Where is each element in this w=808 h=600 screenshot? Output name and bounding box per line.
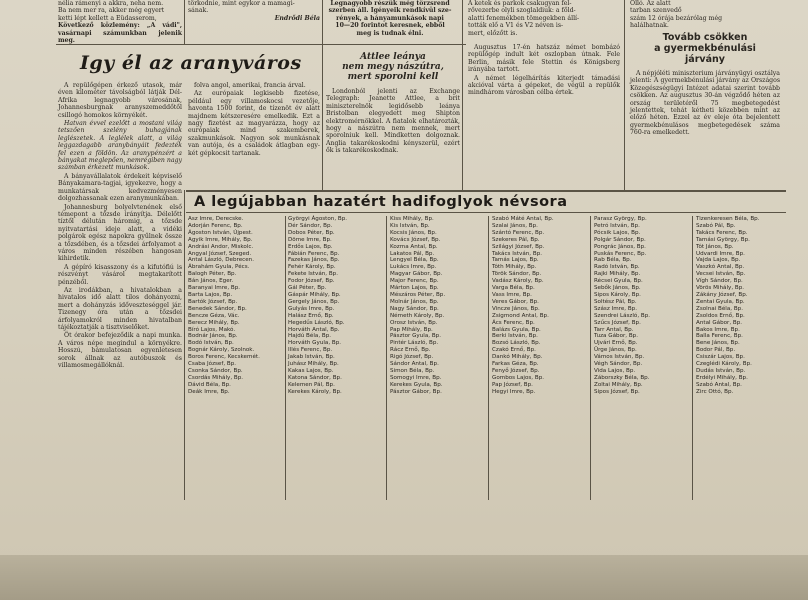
pow-name-entry: Zsoldos Ernő, Bp. xyxy=(696,312,745,319)
pow-name-entry: Tót János, Bp. xyxy=(696,243,734,250)
pow-name-entry: Márton Lajos, Bp. xyxy=(390,285,439,292)
pow-name-entry: Kiss Mihály, Bp. xyxy=(390,216,434,222)
fragment-line: rővezerbe olyli szoglaldiuk: a főld- xyxy=(468,7,576,15)
pow-name-entry: Fehér Károly, Bp. xyxy=(288,264,336,271)
pow-name-entry: Halász Ernő, Bp. xyxy=(288,312,334,319)
pow-name-entry: Petró István, Bp. xyxy=(594,222,640,229)
pow-name-entry: Polgár Sándor, Bp. xyxy=(594,236,646,243)
pow-name-entry: Juhász Mihály, Bp. xyxy=(288,361,339,368)
pow-name-entry: Sándor Antal, Bp. xyxy=(390,361,439,368)
headline-line: a gyermekbénulási xyxy=(654,43,756,54)
fragment-line: sának. xyxy=(188,7,209,15)
divider xyxy=(462,0,463,190)
pow-name-entry: Szabó Máté Antal, Bp. xyxy=(492,216,554,222)
pow-name-entry: Szendrei László, Bp. xyxy=(594,312,651,319)
divider xyxy=(624,0,625,190)
pow-name-entry: Zákány József, Bp. xyxy=(696,291,748,298)
pow-name-entry: Szilágyi József, Bp. xyxy=(492,243,545,250)
pow-name-entry: Dudás István, Bp. xyxy=(696,367,746,374)
pow-name-entry: Gál Péter, Bp. xyxy=(288,285,327,292)
pow-name-entry: Csordás Mihály, Bp. xyxy=(188,374,244,381)
pow-name-entry: Adorján Ferenc, Bp. xyxy=(188,222,243,229)
pow-name-entry: Pap József, Bp. xyxy=(492,381,533,388)
pow-name-entry: Vecsei István, Bp. xyxy=(696,271,746,278)
pow-name-entry: Fodor József, Bp. xyxy=(288,278,335,285)
pow-name-entry: Fenyő József, Bp. xyxy=(492,367,540,374)
pow-name-entry: Nagy Sándor, Bp. xyxy=(390,305,439,312)
pow-name-entry: Antal László, Debrecen. xyxy=(188,257,255,264)
pow-name-entry: Tóth Mihály, Bp. xyxy=(492,264,537,271)
pow-name-entry: Ábrahám Gyula, Pécs. xyxy=(188,264,250,271)
pow-name-entry: Zoltai Mihály, Bp. xyxy=(594,381,643,388)
pow-name-entry: Boros Ferenc, Kecskemét. xyxy=(188,354,260,361)
pow-name-entry: Soltész Pál, Bp. xyxy=(594,298,637,305)
pow-name-entry: Kerekes Gyula, Bp. xyxy=(390,381,443,388)
pow-name-entry: Ürge János, Bp. xyxy=(594,347,637,354)
paragraph: Augusztus 17-én hatszáz német bombázó repülőgép indult két oszlopban útnak. Fele Berlin, másik fele Stettin és Königsberg irányába tartott. xyxy=(468,44,620,74)
pow-name-entry: Döme Imre, Bp. xyxy=(288,236,332,243)
pow-name-entry: Csaba József, Bp. xyxy=(188,361,237,368)
pow-name-entry: Balázs Gyula, Bp. xyxy=(492,326,541,333)
pow-name-entry: Vida Lajos, Bp. xyxy=(594,367,636,374)
pow-name-entry: Zsigmond Antal, Bp. xyxy=(492,312,549,319)
pow-name-entry: Tamási György, Bp. xyxy=(696,236,750,243)
pow-list-col-2 xyxy=(288,216,384,500)
pow-name-entry: Orosz István, Bp. xyxy=(390,319,438,326)
paragraph: A német légelhárítás kiterjedt támadási akcióval várta a gépeket, de végül a repülők mindhárom városban célba értek. xyxy=(468,74,620,97)
headline-gyermekbenulas xyxy=(630,32,780,65)
pow-name-entry: Tizenkeresen Béla, Bp. xyxy=(696,216,760,222)
fragment-line: 10—20 forintot keresnek, ebből xyxy=(335,22,445,30)
paragraph: A bányavállalatok érdekeit képviselő Bányakamara-tagjai, igyekezve, hogy a munkatársak kedvezményesen dolgozhassanak ezen aranymunkában. xyxy=(58,172,182,203)
pow-name-entry: Bodó István, Bp. xyxy=(188,340,234,347)
pow-name-entry: Szántó Ferenc, Bp. xyxy=(492,229,545,236)
pow-name-entry: Berki István, Bp. xyxy=(492,333,538,340)
paragraph: Az európaiak legkisebb fizetése, például egy villamoskocsi vezetője, havonta 1500 forint, de tízenöt év alatt majdnem kétszeresére emelkedik. Ezt a nagy fizetést az magyarázza, hogy az európaiak mind szakemberek, szakmunkások. Nagyon sok munkásnak van autója, és a családok átlagban egy-két gépkocsit tartanak. xyxy=(188,90,320,157)
fragment-line: meg is tudnak élni. xyxy=(356,29,424,37)
article-aranyvaros-col-a xyxy=(58,82,182,500)
pow-name-entry: Deák Imre, Bp. xyxy=(188,388,230,395)
paragraph: Londonból jelenti az Exchange Telegraph: Jeanette Attlee, a brit miniszterelnök legidősebb leánya Bristolban elegyedett meg Shipton elektromérnökkel. A fiatalok elhatározták, hogy a nászútra nem mennek, mert sporolniuk kell. Mindketten dolgoznak. Anglia takarékoskodni kényszerül, ezért ők is takarékoskodnak. xyxy=(326,88,460,155)
pow-name-entry: Katona Sándor, Bp. xyxy=(288,374,342,381)
pow-name-entry: Szekeres Pál, Bp. xyxy=(492,236,540,243)
pow-name-entry: Lukács Imre, Bp. xyxy=(390,264,437,271)
divider xyxy=(488,216,489,500)
divider xyxy=(692,216,693,500)
pow-name-entry: Radó István, Bp. xyxy=(594,264,640,271)
pow-name-entry: Gombos Lajos, Bp. xyxy=(492,374,545,381)
fragment-line: mert, előzőtt is. xyxy=(468,29,518,37)
pow-name-entry: Somogyi Imre, Bp. xyxy=(390,374,442,381)
pow-name-entry: Agyik Imre, Mihály, Bp. xyxy=(188,236,253,243)
pow-name-entry: Bodor Pál, Bp. xyxy=(696,347,736,354)
pow-name-entry: Magyar Gábor, Bp. xyxy=(390,271,443,278)
pow-list-col-3 xyxy=(390,216,486,500)
author-signature: Endrődi Béla xyxy=(274,14,320,22)
divider xyxy=(184,0,185,44)
pow-name-entry: Andrási Andor, Miskolc. xyxy=(188,243,254,250)
fragment-line: nélia rámenyi a akkra, neha nem. xyxy=(58,0,164,7)
pow-name-entry: Rácz Ernő, Bp. xyxy=(390,347,431,354)
pow-name-entry: Tuza Gábor, Bp. xyxy=(594,333,639,340)
pow-name-entry: Kelemen Pál, Bp. xyxy=(288,381,335,388)
pow-name-entry: Hajdú Béla, Bp. xyxy=(288,333,332,340)
pow-name-entry: Bognár Károly, Szolnok. xyxy=(188,347,255,354)
fragment-line: Legnagyobb részük még törzsrend xyxy=(330,0,450,7)
pow-name-entry: Pócsik Lajos, Bp. xyxy=(594,229,641,236)
pow-name-entry: Veres Gábor, Bp. xyxy=(492,298,539,305)
divider xyxy=(590,216,591,500)
pow-name-entry: Vajda Lajos, Bp. xyxy=(696,257,741,264)
pow-name-entry: Tamás Lajos, Bp. xyxy=(492,257,539,264)
pow-name-entry: Tarr Antal, Bp. xyxy=(594,326,634,333)
fragment-line: alatti fenemékben tömegekben állí- xyxy=(468,14,580,22)
pow-name-entry: Ujvári Ernő, Bp. xyxy=(594,340,638,347)
pow-name-entry: Balogh Péter, Bp. xyxy=(188,271,237,278)
pow-name-entry: Gulyás Imre, Bp. xyxy=(288,305,335,312)
pow-name-entry: Bozsó László, Bp. xyxy=(492,340,541,347)
pow-name-entry: Czeglédi Károly, Bp. xyxy=(696,361,752,368)
pow-name-entry: Takács István, Bp. xyxy=(492,250,543,257)
paragraph: Johannesburg bolyelvtenének első témepont a tőzsde irányítja. Délelőtt tíztől délután háromig, a tőzsde nyitvatartási ideje alatt, a vidéki polgárok egész napokra gyűlnek össze a tőzsdében, és a tőzsdei árfolyamot a város minden részében hangosan kihirdetik. xyxy=(58,203,182,263)
pow-name-entry: Gergely János, Bp. xyxy=(288,298,340,305)
pow-name-entry: Szabó Antal, Bp. xyxy=(696,381,742,388)
pow-name-entry: Kakas Lajos, Bp. xyxy=(288,367,334,374)
pow-name-entry: Ács Ferenc, Bp. xyxy=(492,319,535,326)
paragraph: A népjóléti miniszterium járványügyi osztálya jelenti: A gyermekbénulási járvány az Országos Közegészségügyi Intézet adatai szerint tovább csökken. Az augusztus 30-án végződő héten az ország területéről 75 megbetegedést jelentettek, tehát kétheti közebben mint az előző héten. Ezzel az év eleje óta bejelentett gyermekbénulásos megbetegedések száma 760-ra emelkedett. xyxy=(630,70,780,137)
pow-name-entry: Baranyai Imre, Bp. xyxy=(188,285,241,292)
pow-name-entry: Rigó József, Bp. xyxy=(390,354,434,361)
pow-name-entry: Illés Ferenc, Bp. xyxy=(288,347,333,354)
section-divider xyxy=(186,190,786,192)
pow-name-entry: Zsolnai Béla, Bp. xyxy=(696,305,744,312)
pow-name-entry: Pásztor Gyula, Bp. xyxy=(390,333,441,340)
pow-name-entry: Pap Mihály, Bp. xyxy=(390,326,433,333)
pow-name-entry: Puskás Ferenc, Bp. xyxy=(594,250,647,257)
fragment-line: tarban szenvedő xyxy=(630,7,682,15)
fragment-line: halálhatnak. xyxy=(630,22,669,30)
pow-list-col-1 xyxy=(188,216,284,500)
pow-name-entry: Kovács József, Bp. xyxy=(390,236,441,243)
pow-name-entry: Farkas Géza, Bp. xyxy=(492,361,539,368)
pow-name-entry: Csonka Sándor, Bp. xyxy=(188,367,243,374)
pow-name-entry: Dankó Mihály, Bp. xyxy=(492,354,543,361)
pow-name-entry: Major Ferenc, Bp. xyxy=(390,278,439,285)
fragment-line: Olló. Az alatt xyxy=(630,0,671,7)
pow-name-entry: Bartók József, Bp. xyxy=(188,298,238,305)
top-fragment-col4 xyxy=(468,0,618,40)
paragraph: folva angol, amerikai, francia árval. xyxy=(194,82,306,89)
top-fragment-col5 xyxy=(630,0,780,30)
pow-name-entry: Zentai Gyula, Bp. xyxy=(696,298,745,305)
paragraph: Az irodákban, a hivatalokban a hivatalos idő alatt tilos dohányozni, mert a dohányzás időveszteséggel jár. Tizenegy óra után a tőzsdei árfolyamokról minden hivatalban tájékoztatják a tisztviselőket. xyxy=(58,286,182,331)
headline-aranyvaros: Igy él az aranyváros xyxy=(80,52,302,74)
pow-name-entry: Fekete István, Bp. xyxy=(288,271,339,278)
pow-list-col-5 xyxy=(594,216,690,500)
divider xyxy=(184,190,185,500)
pow-name-entry: Rab Béla, Bp. xyxy=(594,257,632,264)
pow-name-entry: Németh Károly, Bp. xyxy=(390,312,445,319)
pow-name-entry: Balla Ferenc, Bp. xyxy=(696,333,743,340)
pow-name-entry: Bíró Lajos, Makó. xyxy=(188,326,236,333)
pow-name-entry: Pongrác János, Bp. xyxy=(594,243,646,250)
pow-name-entry: Lakatos Pál, Bp. xyxy=(390,250,435,257)
pow-name-entry: Szász Imre, Bp. xyxy=(594,305,637,312)
pow-name-entry: Végh Sándor, Bp. xyxy=(594,361,643,368)
pow-name-entry: Török Sándor, Bp. xyxy=(492,271,542,278)
pow-name-entry: Pásztor Gábor, Bp. xyxy=(390,388,442,395)
next-issue-notice: Következő közlemény: „A vádi", vasárnapi számunkban jelenik meg. xyxy=(58,22,182,45)
headline-hadifoglyok: A legújabban hazatért hadifoglyok névsora xyxy=(194,194,568,210)
headline-line: nem megy nászútra, xyxy=(342,62,444,72)
paragraph: Hatvan évvel ezelőtt a mostani világ tetszően szelény buhagjának leglészetek. A leglélek alatt, a világ leggazdagabb aranybányáit fedezték fel ezen a földön. Az aranypénzért a bányakat meglepően, nemrégiben nagy számban érkezett munkások. xyxy=(58,120,182,172)
pow-name-entry: Hegyi Imre, Bp. xyxy=(492,388,536,395)
pow-name-entry: Benedek Sándor, Bp. xyxy=(188,305,247,312)
pow-name-entry: Takács Ferenc, Bp. xyxy=(696,229,748,236)
pow-name-entry: Bene János, Bp. xyxy=(696,340,740,347)
pow-name-entry: Bán János, Eger. xyxy=(188,278,234,285)
fragment-line: tották elő a V1 és V2 néven is- xyxy=(468,22,564,30)
divider xyxy=(386,216,387,500)
article-aranyvaros-col-b xyxy=(188,82,320,190)
pow-name-entry: Ágoston István, Újpest. xyxy=(188,229,253,236)
fragment-line: rények, a hányamunkások napi xyxy=(336,14,444,22)
article-bombing-text xyxy=(468,44,620,188)
pow-name-entry: Kerekes Károly, Bp. xyxy=(288,388,342,395)
top-fragment-col3 xyxy=(326,0,454,44)
pow-name-entry: Parasz György, Bp. xyxy=(594,216,647,222)
headline-line: járvány xyxy=(685,54,725,65)
pow-name-entry: Jakab István, Bp. xyxy=(288,354,335,361)
section-divider xyxy=(186,212,786,213)
pow-name-entry: Récsei Gyula, Bp. xyxy=(594,278,643,285)
pow-name-entry: Bakos Imre, Bp. xyxy=(696,326,740,333)
pow-name-entry: Asz Imre, Derecske. xyxy=(188,216,244,222)
top-fragment-col2 xyxy=(188,0,320,40)
pow-name-entry: Szabó Pál, Bp. xyxy=(696,222,736,229)
pow-name-entry: Barta Lajos, Bp. xyxy=(188,291,233,298)
fragment-line: ketti lépt kellett a Eüdasserom, xyxy=(58,14,157,22)
pow-name-entry: Csiszár Lajos, Bp. xyxy=(696,354,745,361)
divider xyxy=(56,44,466,45)
pow-name-entry: Vámos István, Bp. xyxy=(594,354,645,361)
pow-list-col-6 xyxy=(696,216,792,500)
pow-name-entry: Mészáros Péter, Bp. xyxy=(390,291,446,298)
pow-name-entry: Pintér László, Bp. xyxy=(390,340,439,347)
pow-name-entry: Sipos Károly, Bp. xyxy=(594,291,641,298)
pow-name-entry: Hegedűs László, Bp. xyxy=(288,319,345,326)
pow-name-entry: Czakó Ernő, Bp. xyxy=(492,347,536,354)
pow-name-entry: Kozma Antal, Bp. xyxy=(390,243,438,250)
pow-name-entry: Bencze Géza, Vác. xyxy=(188,312,240,319)
pow-name-entry: Bodnár János, Bp. xyxy=(188,333,238,340)
fragment-line: Ba nem mer ra, akker még egyert xyxy=(58,7,165,15)
pow-name-entry: Molnár János, Bp. xyxy=(390,298,439,305)
pow-name-entry: Erdélyi Mihály, Bp. xyxy=(696,374,748,381)
pow-name-entry: Udvardi Imre, Bp. xyxy=(696,250,745,257)
torn-page-edge xyxy=(0,555,808,600)
pow-name-entry: Gáspár Mihály, Bp. xyxy=(288,291,341,298)
fragment-line: törkodnie, mint egykor a mamagi- xyxy=(188,0,295,7)
headline-attlee xyxy=(326,52,460,82)
pow-name-entry: Rajki Mihály, Bp. xyxy=(594,271,641,278)
pow-name-entry: Fábián Ferenc, Bp. xyxy=(288,250,340,257)
pow-name-entry: Vincze János, Bp. xyxy=(492,305,540,312)
divider xyxy=(322,0,323,190)
pow-name-entry: Dér Sándor, Bp. xyxy=(288,222,333,229)
headline-line: mert sporolni kell xyxy=(347,72,439,82)
pow-name-entry: Zirc Ottó, Bp. xyxy=(696,388,734,395)
pow-list-col-4 xyxy=(492,216,588,500)
pow-name-entry: Erdős Lajos, Bp. xyxy=(288,243,333,250)
pow-name-entry: Fazekas János, Bp. xyxy=(288,257,340,264)
pow-name-entry: Györgyi Ágoston, Bp. xyxy=(288,216,348,222)
headline-line: Attlee leánya xyxy=(360,52,426,62)
pow-name-entry: Vass Imre, Bp. xyxy=(492,291,532,298)
pow-name-entry: Vaszkó Antal, Bp. xyxy=(696,264,745,271)
paragraph: Öt órakor befejeződik a napi munka. A város népe megindul a környékre. Hosszú, bámulatosan egyenletesen sorok állnak az autóbuszok és villamosmegállóknál. xyxy=(58,332,182,370)
headline-line: Tovább csökken xyxy=(662,32,748,43)
pow-name-entry: Szalai János, Bp. xyxy=(492,222,538,229)
pow-name-entry: Sipos József, Bp. xyxy=(594,388,640,395)
article-gyermekbenulas-text xyxy=(630,70,780,188)
top-fragment-col1 xyxy=(58,0,182,45)
pow-name-entry: Kocsis János, Bp. xyxy=(390,229,437,236)
fragment-line: szám 12 órája bezárólag még xyxy=(630,14,723,22)
pow-name-entry: Szűcs József, Bp. xyxy=(594,319,641,326)
paragraph: A gépíró kisasszony és a kifutófiú is részvényt vásárol megtakarított pénzéből. xyxy=(58,263,182,286)
pow-name-entry: Vadász Károly, Bp. xyxy=(492,278,544,285)
article-attlee-text xyxy=(326,88,460,188)
pow-name-entry: Dávid Béla, Bp. xyxy=(188,381,231,388)
divider xyxy=(285,216,286,500)
pow-name-entry: Vörös Mihály, Bp. xyxy=(696,285,745,292)
pow-name-entry: Lengyel Béla, Bp. xyxy=(390,257,439,264)
fragment-line: A ketek és parkok csakugyan fel- xyxy=(468,0,572,7)
pow-name-entry: Horváth Gyula, Bp. xyxy=(288,340,342,347)
paragraph: A repülőgépen érkező utasok, már éven kilométer távolságból látják Dél-Afrika legnagyobb városának, Johannesburgnak aranyszemeddőtől csillogó homokos környékét. xyxy=(58,82,182,119)
pow-name-entry: Vígh Sándor, Bp. xyxy=(696,278,743,285)
pow-name-entry: Kis István, Bp. xyxy=(390,222,430,229)
pow-name-entry: Simon Béla, Bp. xyxy=(390,367,435,374)
pow-name-entry: Dobos Péter, Bp. xyxy=(288,229,335,236)
pow-name-entry: Berecz Mihály, Bp. xyxy=(188,319,240,326)
pow-name-entry: Sebők János, Bp. xyxy=(594,285,641,292)
pow-name-entry: Angyal József, Szeged. xyxy=(188,250,252,257)
pow-name-entry: Antal Gábor, Bp. xyxy=(696,319,743,326)
pow-name-entry: Varga Béla, Bp. xyxy=(492,285,535,292)
pow-name-entry: Záborszky Béla, Bp. xyxy=(594,374,650,381)
pow-name-entry: Horváth Antal, Bp. xyxy=(288,326,340,333)
fragment-line: szerben áll. Igényeik rendkívül sze- xyxy=(328,7,452,15)
